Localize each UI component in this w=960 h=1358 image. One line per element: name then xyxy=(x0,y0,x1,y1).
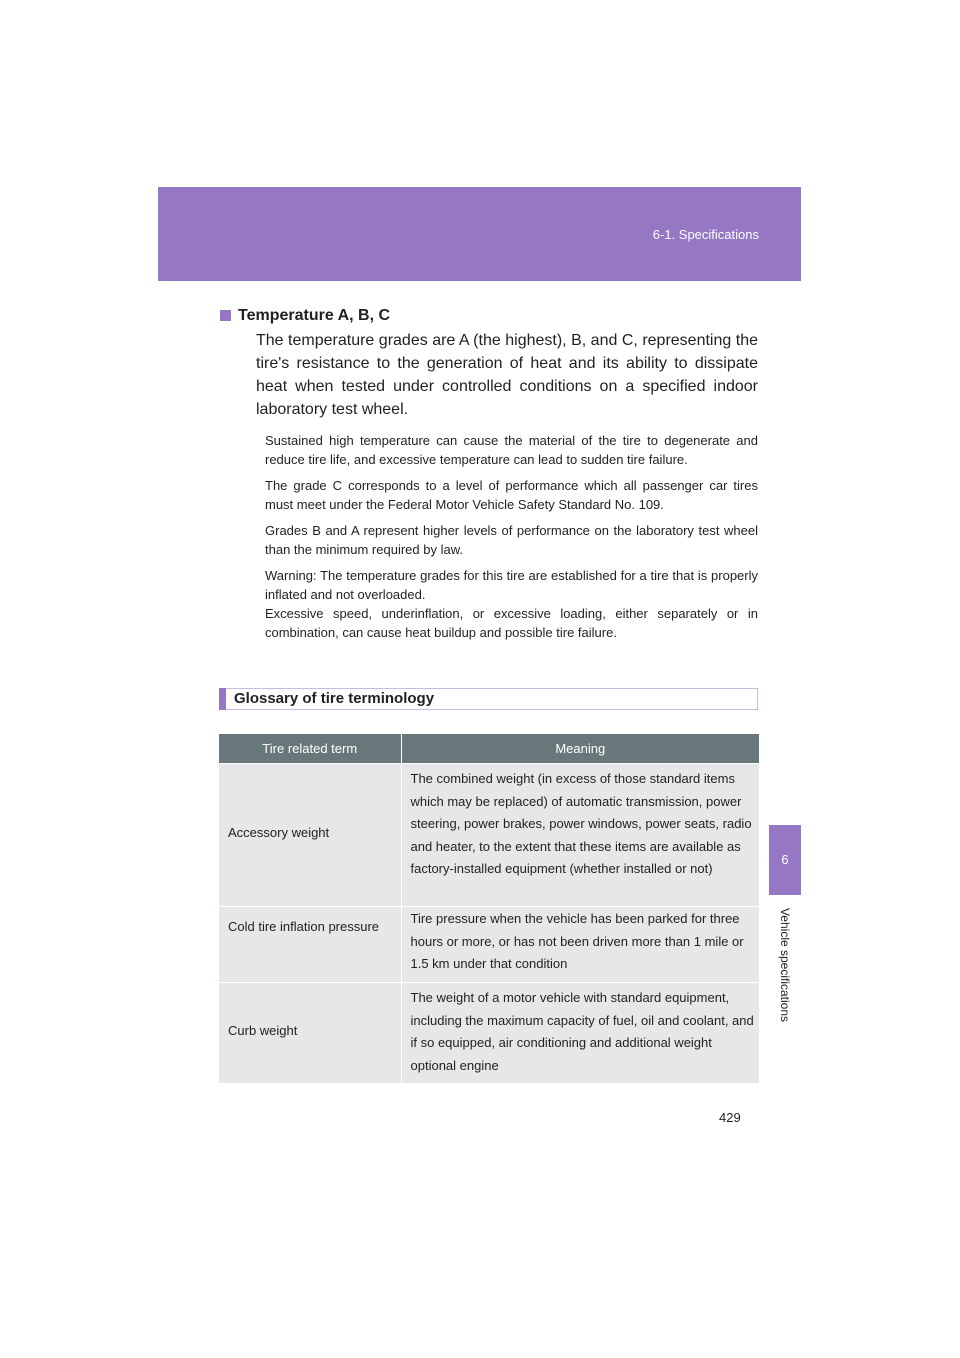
column-header-meaning: Meaning xyxy=(401,734,759,764)
chapter-header-band xyxy=(158,187,801,281)
note-paragraph: Sustained high temperature can cause the material of the tire to degenerate and reduce tire life, and excessive temperature can lead to sudden tire failure. xyxy=(265,433,758,467)
warning-paragraph: Excessive speed, underinflation, or excessive loading, either separately or in combination, can cause heat buildup and possible tire failure. xyxy=(265,606,758,640)
glossary-table xyxy=(219,734,759,1083)
chapter-tab-label: Vehicle specifications xyxy=(778,907,792,1023)
note-paragraph: Grades B and A represent higher levels of performance on the laboratory test wheel than the minimum required by law. xyxy=(265,523,758,557)
warning-paragraph: Warning: The temperature grades for this tire are established for a tire that is properly inflated and not overloaded. xyxy=(265,568,758,602)
temperature-heading xyxy=(220,305,758,327)
table-row xyxy=(219,983,759,1084)
glossary-title: Glossary of tire terminology xyxy=(234,690,435,707)
glossary-section-header xyxy=(219,688,758,710)
temperature-notes xyxy=(265,431,758,642)
page-number: 429 xyxy=(719,1110,741,1125)
table-row xyxy=(219,764,759,907)
square-bullet-icon xyxy=(220,310,231,321)
meaning-cell: The weight of a motor vehicle with standard equipment, including the maximum capacity of fuel, oil and coolant, and if so equipped, air conditioning and additional weight optional engine xyxy=(401,983,759,1084)
meaning-cell: The combined weight (in excess of those standard items which may be replaced) of automatic transmission, power steering, power brakes, power windows, power seats, radio and heater, to the extent that these items are available as factory-installed equipment (whether installed or not) xyxy=(401,764,759,907)
table-row xyxy=(219,907,759,983)
meaning-cell: Tire pressure when the vehicle has been parked for three hours or more, or has not been driven more than 1 mile or 1.5 km under that condition xyxy=(401,907,759,983)
term-cell: Accessory weight xyxy=(219,764,401,907)
section-accent-bar xyxy=(219,688,226,710)
term-cell: Curb weight xyxy=(219,983,401,1084)
column-header-term: Tire related term xyxy=(219,734,401,764)
section-title: 6-1. Specifications xyxy=(652,227,759,242)
table-header-row xyxy=(219,734,759,764)
term-cell: Cold tire inflation pressure xyxy=(219,907,401,983)
temperature-body: The temperature grades are A (the highest), B, and C, representing the tire's resistance to the generation of heat and its ability to dissipate heat when tested under controlled conditions on a specified indoor laboratory test wheel. xyxy=(256,332,758,418)
note-paragraph: The grade C corresponds to a level of performance which all passenger car tires must meet under the Federal Motor Vehicle Safety Standard No. 109. xyxy=(265,478,758,512)
temperature-section xyxy=(238,305,758,649)
chapter-tab[interactable]: 6 xyxy=(769,825,801,895)
temperature-heading-text: Temperature A, B, C xyxy=(238,307,391,324)
